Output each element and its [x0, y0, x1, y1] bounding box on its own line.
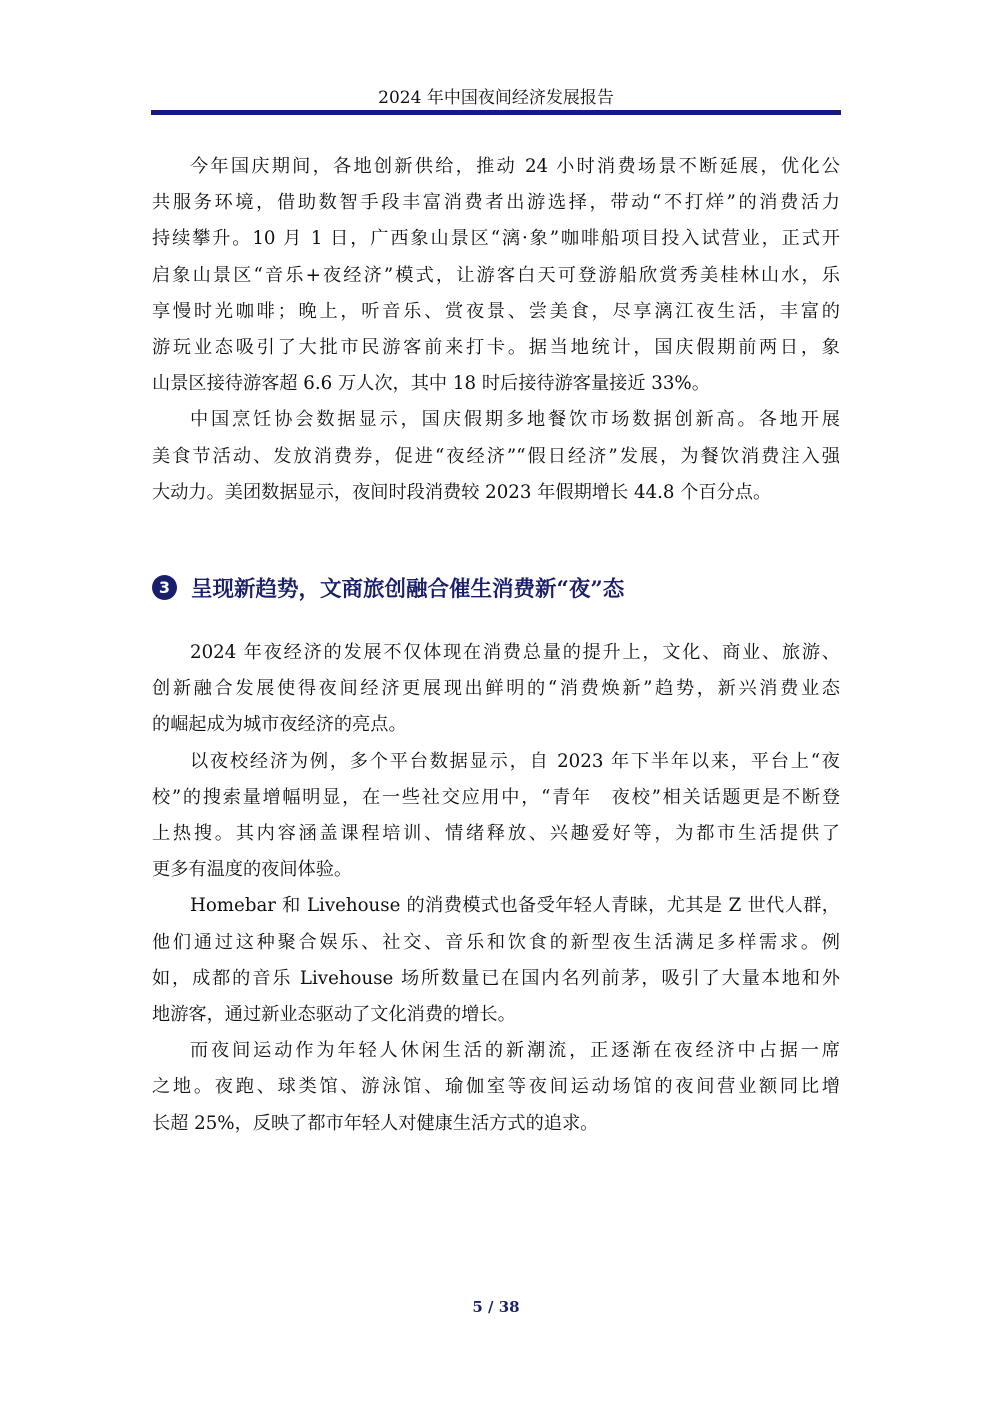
paragraph-line: 持续攀升。10 月 1 日，广西象山景区“漓·象”咖啡船项目投入试营业，正式开 — [152, 228, 840, 250]
paragraph — [152, 635, 840, 744]
paragraph-line: 如，成都的音乐 Livehouse 场所数量已在国内名列前茅，吸引了大量本地和外 — [152, 967, 840, 989]
section-number-badge: 3 — [152, 575, 177, 600]
paragraph-line: 今年国庆期间，各地创新供给，推动 24 小时消费场景不断延展，优化公 — [190, 156, 840, 177]
section-paragraphs — [152, 635, 840, 1142]
paragraph-line: 享慢时光咖啡；晚上，听音乐、赏夜景、尝美食，尽享漓江夜生活，丰富的 — [152, 300, 840, 322]
paragraph — [152, 888, 840, 1033]
paragraph-line: 共服务环境，借助数智手段丰富消费者出游选择，带动“不打烊”的消费活力 — [152, 192, 840, 214]
paragraph — [152, 744, 840, 889]
paragraph-line: 之地。夜跑、球类馆、游泳馆、瑜伽室等夜间运动场馆的夜间营业额同比增 — [152, 1076, 840, 1098]
section-heading — [152, 567, 840, 607]
paragraph-line: 游玩业态吸引了大批市民游客前来打卡。据当地统计，国庆假期前两日，象 — [152, 337, 840, 359]
paragraph-line: 长超 25%，反映了都市年轻人对健康生活方式的追求。 — [152, 1112, 599, 1134]
paragraph-line: 更多有温度的夜间体验。 — [152, 859, 353, 881]
page-number: 5 / 38 — [472, 1298, 520, 1316]
page-body — [152, 149, 840, 1142]
paragraph — [152, 1033, 840, 1142]
paragraph-line: 他们通过这种聚合娱乐、社交、音乐和饮食的新型夜生活满足多样需求。例 — [152, 931, 840, 953]
paragraph-line: 的崛起成为城市夜经济的亮点。 — [152, 714, 407, 736]
paragraph-line: 而夜间运动作为年轻人休闲生活的新潮流，正逐渐在夜经济中占据一席 — [190, 1040, 840, 1062]
running-header: 2024 年中国夜间经济发展报告 — [378, 88, 614, 108]
paragraph-line: 上热搜。其内容涵盖课程培训、情绪释放、兴趣爱好等，为都市生活提供了 — [152, 823, 840, 845]
paragraph-line: 大动力。美团数据显示，夜间时段消费较 2023 年假期增长 44.8 个百分点。 — [152, 481, 772, 503]
paragraph-line: 启象山景区“音乐+夜经济”模式，让游客白天可登游船欣赏秀美桂林山水，乐 — [152, 264, 840, 286]
paragraph — [152, 402, 840, 511]
paragraph-line: 以夜校经济为例，多个平台数据显示，自 2023 年下半年以来，平台上“夜 — [190, 750, 840, 772]
paragraph-line: 创新融合发展使得夜间经济更展现出鲜明的“消费焕新”趋势，新兴消费业态 — [152, 678, 840, 700]
section-title: 呈现新趋势，文商旅创融合催生消费新“夜”态 — [191, 576, 625, 602]
paragraph-line: 美食节活动、发放消费券，促进“夜经济”“假日经济”发展，为餐饮消费注入强 — [152, 445, 840, 467]
paragraph-line: 地游客，通过新业态驱动了文化消费的增长。 — [152, 1004, 516, 1026]
header-rule — [151, 110, 841, 115]
paragraph — [152, 149, 840, 402]
paragraph-line: 中国烹饪协会数据显示，国庆假期多地餐饮市场数据创新高。各地开展 — [190, 409, 840, 431]
intro-paragraphs — [152, 149, 840, 511]
paragraph-line: 2024 年夜经济的发展不仅体现在消费总量的提升上，文化、商业、旅游、 — [190, 642, 840, 664]
paragraph-line: 校”的搜索量增幅明显，在一些社交应用中，“青年 夜校”相关话题更是不断登 — [152, 786, 840, 808]
paragraph-line: 山景区接待游客超 6.6 万人次，其中 18 时后接待游客量接近 33%。 — [152, 373, 710, 395]
paragraph-line: Homebar 和 Livehouse 的消费模式也备受年轻人青睐，尤其是 Z 世代人群， — [190, 895, 840, 917]
